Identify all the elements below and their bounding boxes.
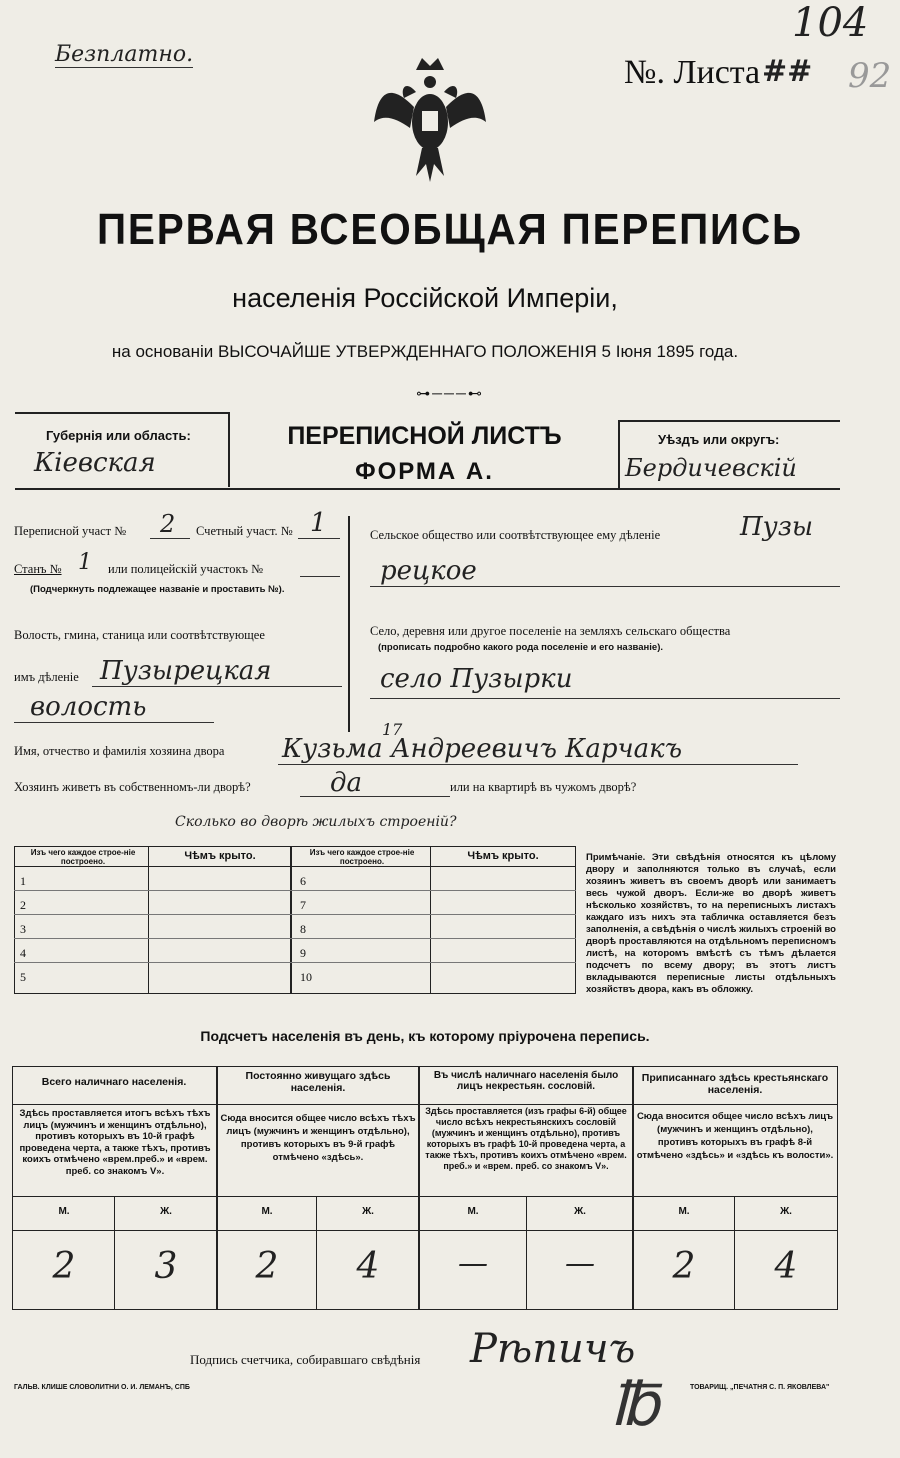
male-label: М. <box>261 1206 273 1217</box>
village-note: (прописать подробно какого рода поселеніе и его названіе). <box>378 642 664 653</box>
pop-head-rule <box>12 1104 838 1105</box>
population-title: Подсчетъ населенія въ день, къ которому пріурочена перепись. <box>200 1028 650 1044</box>
page-title: ПЕРВАЯ ВСЕОБЩАЯ ПЕРЕПИСЬ <box>96 205 803 254</box>
signature-flourish: ℔ <box>610 1370 660 1440</box>
row-rule <box>14 938 576 939</box>
building-row-num: 5 <box>20 970 26 984</box>
free-label: Безплатно. <box>55 42 194 67</box>
male-label: М. <box>678 1206 690 1217</box>
rent-label: или на квартирѣ въ чужомъ дворѣ? <box>450 780 637 794</box>
sheet-number-value: ## <box>762 54 813 89</box>
corner-number-b: 92 <box>848 56 892 96</box>
village-value: село Пузырки <box>380 664 573 694</box>
buildings-header-rule <box>14 866 576 867</box>
count-area-value: 1 <box>310 508 327 538</box>
own-yard-label: Хозяинъ живетъ въ собственномъ-ли дворѣ? <box>14 780 251 794</box>
pop-mf-divider <box>316 1196 317 1310</box>
pop-col4-male: 2 <box>672 1246 696 1287</box>
pop-col4-desc: Сюда вносится общее число всѣхъ лицъ (мужчинъ и женщинъ отдѣльно), противъ которыхъ въ графѣ 8-й отмѣчено «здѣсь» и «здѣсь къ волости». <box>636 1111 834 1161</box>
page-subtitle: населенія Россійской Имперіи, <box>232 283 618 313</box>
volost-label: Волость, гмина, станица или соотвѣтствующее <box>14 628 265 642</box>
building-row-num: 9 <box>300 946 306 960</box>
pop-col4-head: Приписаннаго здѣсь крестьянскаго населенія. <box>641 1072 829 1096</box>
buildings-table <box>14 846 576 994</box>
form-title: ПЕРЕПИСНОЙ ЛИСТЪ <box>287 422 562 450</box>
owner-name-label: Имя, отчество и фамилія хозяина двора <box>14 744 225 758</box>
community-value-2: рецкое <box>380 556 477 586</box>
buildings-col1-head-left: Изъ чего каждое строе-ніе построено. <box>30 848 136 866</box>
building-row-num: 3 <box>20 922 26 936</box>
building-row-num: 1 <box>20 874 26 888</box>
district-value: Бердичевскій <box>625 454 797 482</box>
pop-col2-head: Постоянно живущаго здѣсь населенія. <box>245 1070 391 1094</box>
village-underline <box>370 698 840 699</box>
pop-mf-rule <box>12 1230 838 1231</box>
pop-mf-divider <box>526 1196 527 1310</box>
stan-value: 1 <box>78 550 92 575</box>
female-label: Ж. <box>362 1206 374 1217</box>
police-underline <box>300 576 340 577</box>
owner-name-underline <box>278 764 798 765</box>
pop-mf-divider <box>734 1196 735 1310</box>
pop-col3-male: — <box>458 1246 488 1281</box>
building-row-num: 2 <box>20 898 26 912</box>
pop-col2-female: 4 <box>356 1246 380 1287</box>
community-underline <box>370 586 840 587</box>
ornament-divider: ⊶───⊷ <box>416 387 484 402</box>
pop-col1-head: Всего наличнаго населенія. <box>41 1076 187 1088</box>
province-label: Губернія или область: <box>46 428 191 443</box>
female-label: Ж. <box>160 1206 172 1217</box>
volost-value-1: Пузырецкая <box>100 656 272 686</box>
signature-label: Подпись счетчика, собиравшаго свѣдѣнія <box>190 1352 421 1367</box>
police-label: или полицейскій участокъ № <box>108 562 264 576</box>
building-row-num: 6 <box>300 874 306 888</box>
village-label: Село, деревня или другое поселеніе на земляхъ сельскаго общества <box>370 624 731 638</box>
pop-col3-head: Въ числѣ наличнаго населенія было лицъ некрестьян. сословій. <box>433 1070 619 1092</box>
count-area-underline <box>298 538 340 539</box>
volost-underline-2 <box>14 722 214 723</box>
pop-col1-male: 2 <box>52 1246 76 1287</box>
own-yard-value: да <box>330 768 362 798</box>
legal-basis: на основаніи ВЫСОЧАЙШЕ УТВЕРЖДЕННАГО ПОЛОЖЕНІЯ 5 Іюня 1895 года. <box>111 342 739 361</box>
header-bottom-rule <box>15 488 840 490</box>
building-row-num: 8 <box>300 922 306 936</box>
female-label: Ж. <box>574 1206 586 1217</box>
male-label: М. <box>58 1206 70 1217</box>
volost-value-2: волость <box>30 692 147 722</box>
pop-col1-female: 3 <box>154 1246 178 1287</box>
police-note: (Подчеркнуть подлежащее названіе и проставить №). <box>30 584 285 595</box>
buildings-col1-head-right: Изъ чего каждое строе-ніе построено. <box>309 848 415 866</box>
row-rule <box>14 914 576 915</box>
sheet-number-label: №. Листа <box>624 54 761 91</box>
buildings-col2-head-right: Чѣмъ крыто. <box>467 850 539 862</box>
community-label: Сельское общество или соотвѣтствующее ему дѣленіе <box>370 528 661 542</box>
pop-col3-female: — <box>565 1246 595 1281</box>
census-area-label: Переписной участ № <box>14 524 127 538</box>
fields-vertical-divider <box>348 516 350 732</box>
district-label: Уѣздъ или округъ: <box>658 432 780 447</box>
box-right-top <box>618 420 840 422</box>
buildings-label: Сколько во дворѣ жилыхъ строеній? <box>175 814 457 830</box>
buildings-col-divider-right <box>430 846 431 994</box>
stan-label: Станъ № <box>14 562 62 576</box>
printer-left: ГАЛЬВ. КЛИШЕ СЛОВОЛИТНИ О. И. ЛЕМАНЪ, СПБ <box>14 1384 190 1391</box>
printer-right: ТОВАРИЩ. „ПЕЧАТНЯ С. П. ЯКОВЛЕВА" <box>690 1384 830 1391</box>
signature: Рѣпичъ <box>470 1326 636 1372</box>
building-row-num: 4 <box>20 946 26 960</box>
census-area-value: 2 <box>160 510 176 538</box>
pop-desc-rule <box>12 1196 838 1197</box>
row-rule <box>14 890 576 891</box>
pop-col4-female: 4 <box>774 1246 798 1287</box>
form-subtitle: ФОРМА А. <box>355 458 494 485</box>
corner-number-a: 104 <box>792 0 869 46</box>
count-area-label: Счетный участ. № <box>196 524 293 538</box>
male-label: М. <box>467 1206 479 1217</box>
row-rule <box>14 962 576 963</box>
female-label: Ж. <box>780 1206 792 1217</box>
pop-col2-male: 2 <box>255 1246 279 1287</box>
owner-name-value: Кузьма Андреевичъ Карчакъ <box>282 734 683 764</box>
building-row-num: 10 <box>300 970 312 984</box>
double-headed-eagle-emblem <box>370 52 490 192</box>
pop-col3-desc: Здѣсь проставляется (изъ графы 6-й) общее число всѣхъ некрестьянскихъ сословій (мужчинъ и женщинъ отдѣльно), противъ которыхъ въ графѣ 10-й проведена черта, а также тѣхъ, противъ коихъ отмѣчено «врем. преб.» и «врем. преб. со знакомъ V». <box>425 1106 627 1171</box>
census-area-underline <box>150 538 190 539</box>
volost-label-2: имъ дѣленіе <box>14 670 79 684</box>
buildings-table-split <box>290 846 292 994</box>
pop-col2-desc: Сюда вносится общее число всѣхъ тѣхъ лицъ (мужчинъ и женщинъ отдѣльно), противъ которыхъ въ 9-й графѣ отмѣчено «здѣсь». <box>220 1113 416 1163</box>
box-right-side <box>618 420 620 488</box>
note-text: Примѣчаніе. Эти свѣдѣнія относятся къ цѣлому двору и заполняются только въ случаѣ, если хозяинъ живетъ въ своемъ дворѣ или занимаетъ весь чужой дворъ. Если-же во дворѣ живетъ нѣсколько хозяйствъ, то на переписныхъ листахъ каждаго изъ нихъ эта табличка оставляется безъ заполненія, а свѣдѣнія о числѣ жилыхъ строеній во дворѣ проставляются на отдѣльномъ переписномъ листѣ, на которомъ вмѣстѣ съ тѣмъ дѣлается подсчетъ по всему двору; въ этотъ листъ вкладываются переписные листы отдѣльныхъ хозяйствъ двора, какъ въ обложку. <box>586 852 836 995</box>
own-yard-underline <box>300 796 450 797</box>
volost-underline-1 <box>92 686 342 687</box>
province-value: Кіевская <box>34 448 156 478</box>
owner-small-mark: 17 <box>382 720 403 739</box>
community-value-1: Пузы <box>740 512 814 542</box>
pop-col1-desc: Здѣсь проставляется итогъ всѣхъ тѣхъ лицъ (мужчинъ и женщинъ отдѣльно), противъ которыхъ въ 10-й графѣ проведена черта, а также тѣхъ, противъ коихъ отмѣчено «врем.преб.» и «врем. преб. со знакомъ V». <box>19 1108 211 1177</box>
box-left-side <box>228 412 230 487</box>
building-row-num: 7 <box>300 898 306 912</box>
box-left-top <box>15 412 230 414</box>
buildings-col-divider-left <box>148 846 149 994</box>
pop-mf-divider <box>114 1196 115 1310</box>
buildings-col2-head-left: Чѣмъ крыто. <box>184 850 256 862</box>
